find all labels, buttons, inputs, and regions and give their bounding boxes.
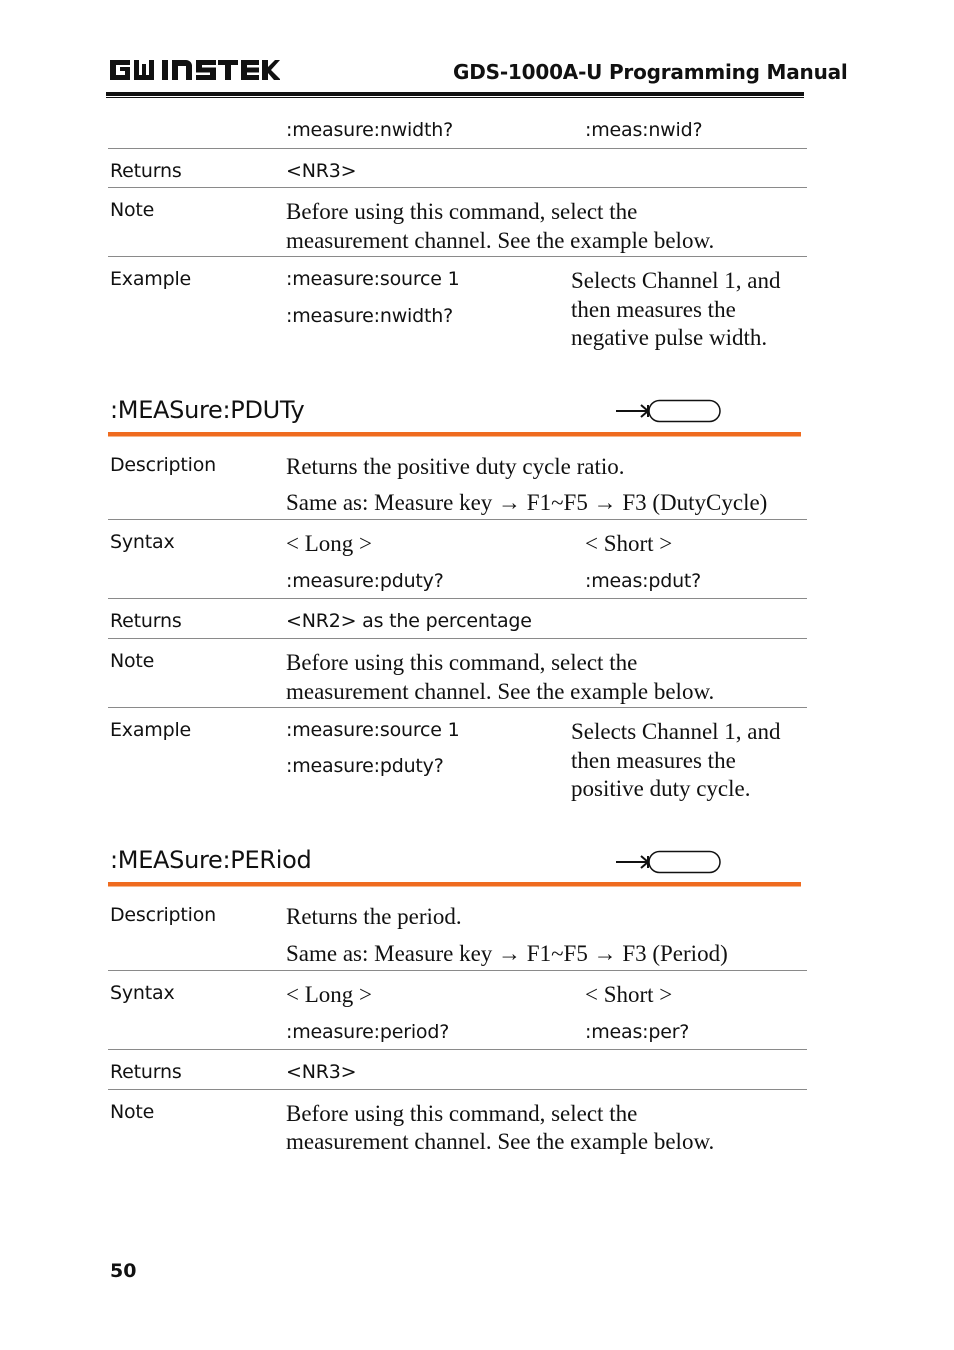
pduty-description-line2: Same as: Measure key → F1~F5 → F3 (DutyCycle) <box>286 490 768 515</box>
pduty-returns-value: <NR2> as the percentage <box>286 610 532 632</box>
section-underline <box>108 432 801 437</box>
gw-instek-logo <box>108 57 280 83</box>
nwidth-example-label: Example <box>110 268 192 290</box>
period-note-label: Note <box>110 1101 155 1123</box>
divider <box>108 256 807 257</box>
period-description-line2: Same as: Measure key → F1~F5 → F3 (Period) <box>286 941 728 966</box>
pduty-note-line1: Before using this command, select the <box>286 650 638 675</box>
period-syntax-long: :measure:period? <box>286 1021 450 1043</box>
divider <box>108 707 807 708</box>
nwidth-note-line2: measurement channel. See the example below. <box>286 228 715 253</box>
pduty-short-header: < Short > <box>585 531 673 556</box>
nwidth-note-line1: Before using this command, select the <box>286 199 638 224</box>
query-arrow-icon <box>614 850 722 874</box>
nwidth-example-desc3: negative pulse width. <box>571 325 768 350</box>
pduty-note-line2: measurement channel. See the example below. <box>286 679 715 704</box>
period-syntax-short: :meas:per? <box>585 1021 690 1043</box>
nwidth-returns-value: <NR3> <box>286 160 357 182</box>
period-description-label: Description <box>110 904 217 926</box>
nwidth-returns-label: Returns <box>110 160 182 182</box>
pduty-returns-label: Returns <box>110 610 182 632</box>
divider <box>108 638 807 639</box>
nwidth-note-label: Note <box>110 199 155 221</box>
pduty-long-header: < Long > <box>286 531 372 556</box>
pduty-description-label: Description <box>110 454 217 476</box>
divider <box>108 970 807 971</box>
period-note-line1: Before using this command, select the <box>286 1101 638 1126</box>
period-syntax-label: Syntax <box>110 982 175 1004</box>
section-title-period: :MEASure:PERiod <box>110 846 312 874</box>
period-returns-value: <NR3> <box>286 1061 357 1083</box>
period-note-line2: measurement channel. See the example below. <box>286 1129 715 1154</box>
section-title-pduty: :MEASure:PDUTy <box>110 396 305 424</box>
period-short-header: < Short > <box>585 982 673 1007</box>
period-description-line1: Returns the period. <box>286 904 462 929</box>
divider <box>108 148 807 149</box>
pduty-example-desc3: positive duty cycle. <box>571 776 751 801</box>
manual-title: GDS-1000A-U Programming Manual <box>453 60 848 84</box>
pduty-example-desc2: then measures the <box>571 748 736 773</box>
pduty-example-cmd2: :measure:pduty? <box>286 755 444 777</box>
period-returns-label: Returns <box>110 1061 182 1083</box>
divider <box>108 187 807 188</box>
nwidth-example-cmd2: :measure:nwidth? <box>286 305 453 327</box>
pduty-example-desc1: Selects Channel 1, and <box>571 719 781 744</box>
header-rule <box>106 92 804 98</box>
pduty-example-cmd1: :measure:source 1 <box>286 719 460 741</box>
divider <box>108 598 807 599</box>
nwidth-example-desc1: Selects Channel 1, and <box>571 268 781 293</box>
nwidth-example-desc2: then measures the <box>571 297 736 322</box>
nwidth-syntax-long: :measure:nwidth? <box>286 119 453 141</box>
pduty-example-label: Example <box>110 719 192 741</box>
pduty-note-label: Note <box>110 650 155 672</box>
divider <box>108 519 807 520</box>
pduty-syntax-short: :meas:pdut? <box>585 570 702 592</box>
pduty-syntax-label: Syntax <box>110 531 175 553</box>
divider <box>108 1089 807 1090</box>
nwidth-example-cmd1: :measure:source 1 <box>286 268 460 290</box>
query-arrow-icon <box>614 399 722 423</box>
divider <box>108 1049 807 1050</box>
pduty-syntax-long: :measure:pduty? <box>286 570 444 592</box>
page-number: 50 <box>110 1260 137 1282</box>
nwidth-syntax-short: :meas:nwid? <box>585 119 703 141</box>
period-long-header: < Long > <box>286 982 372 1007</box>
pduty-description-line1: Returns the positive duty cycle ratio. <box>286 454 625 479</box>
section-underline <box>108 882 801 887</box>
